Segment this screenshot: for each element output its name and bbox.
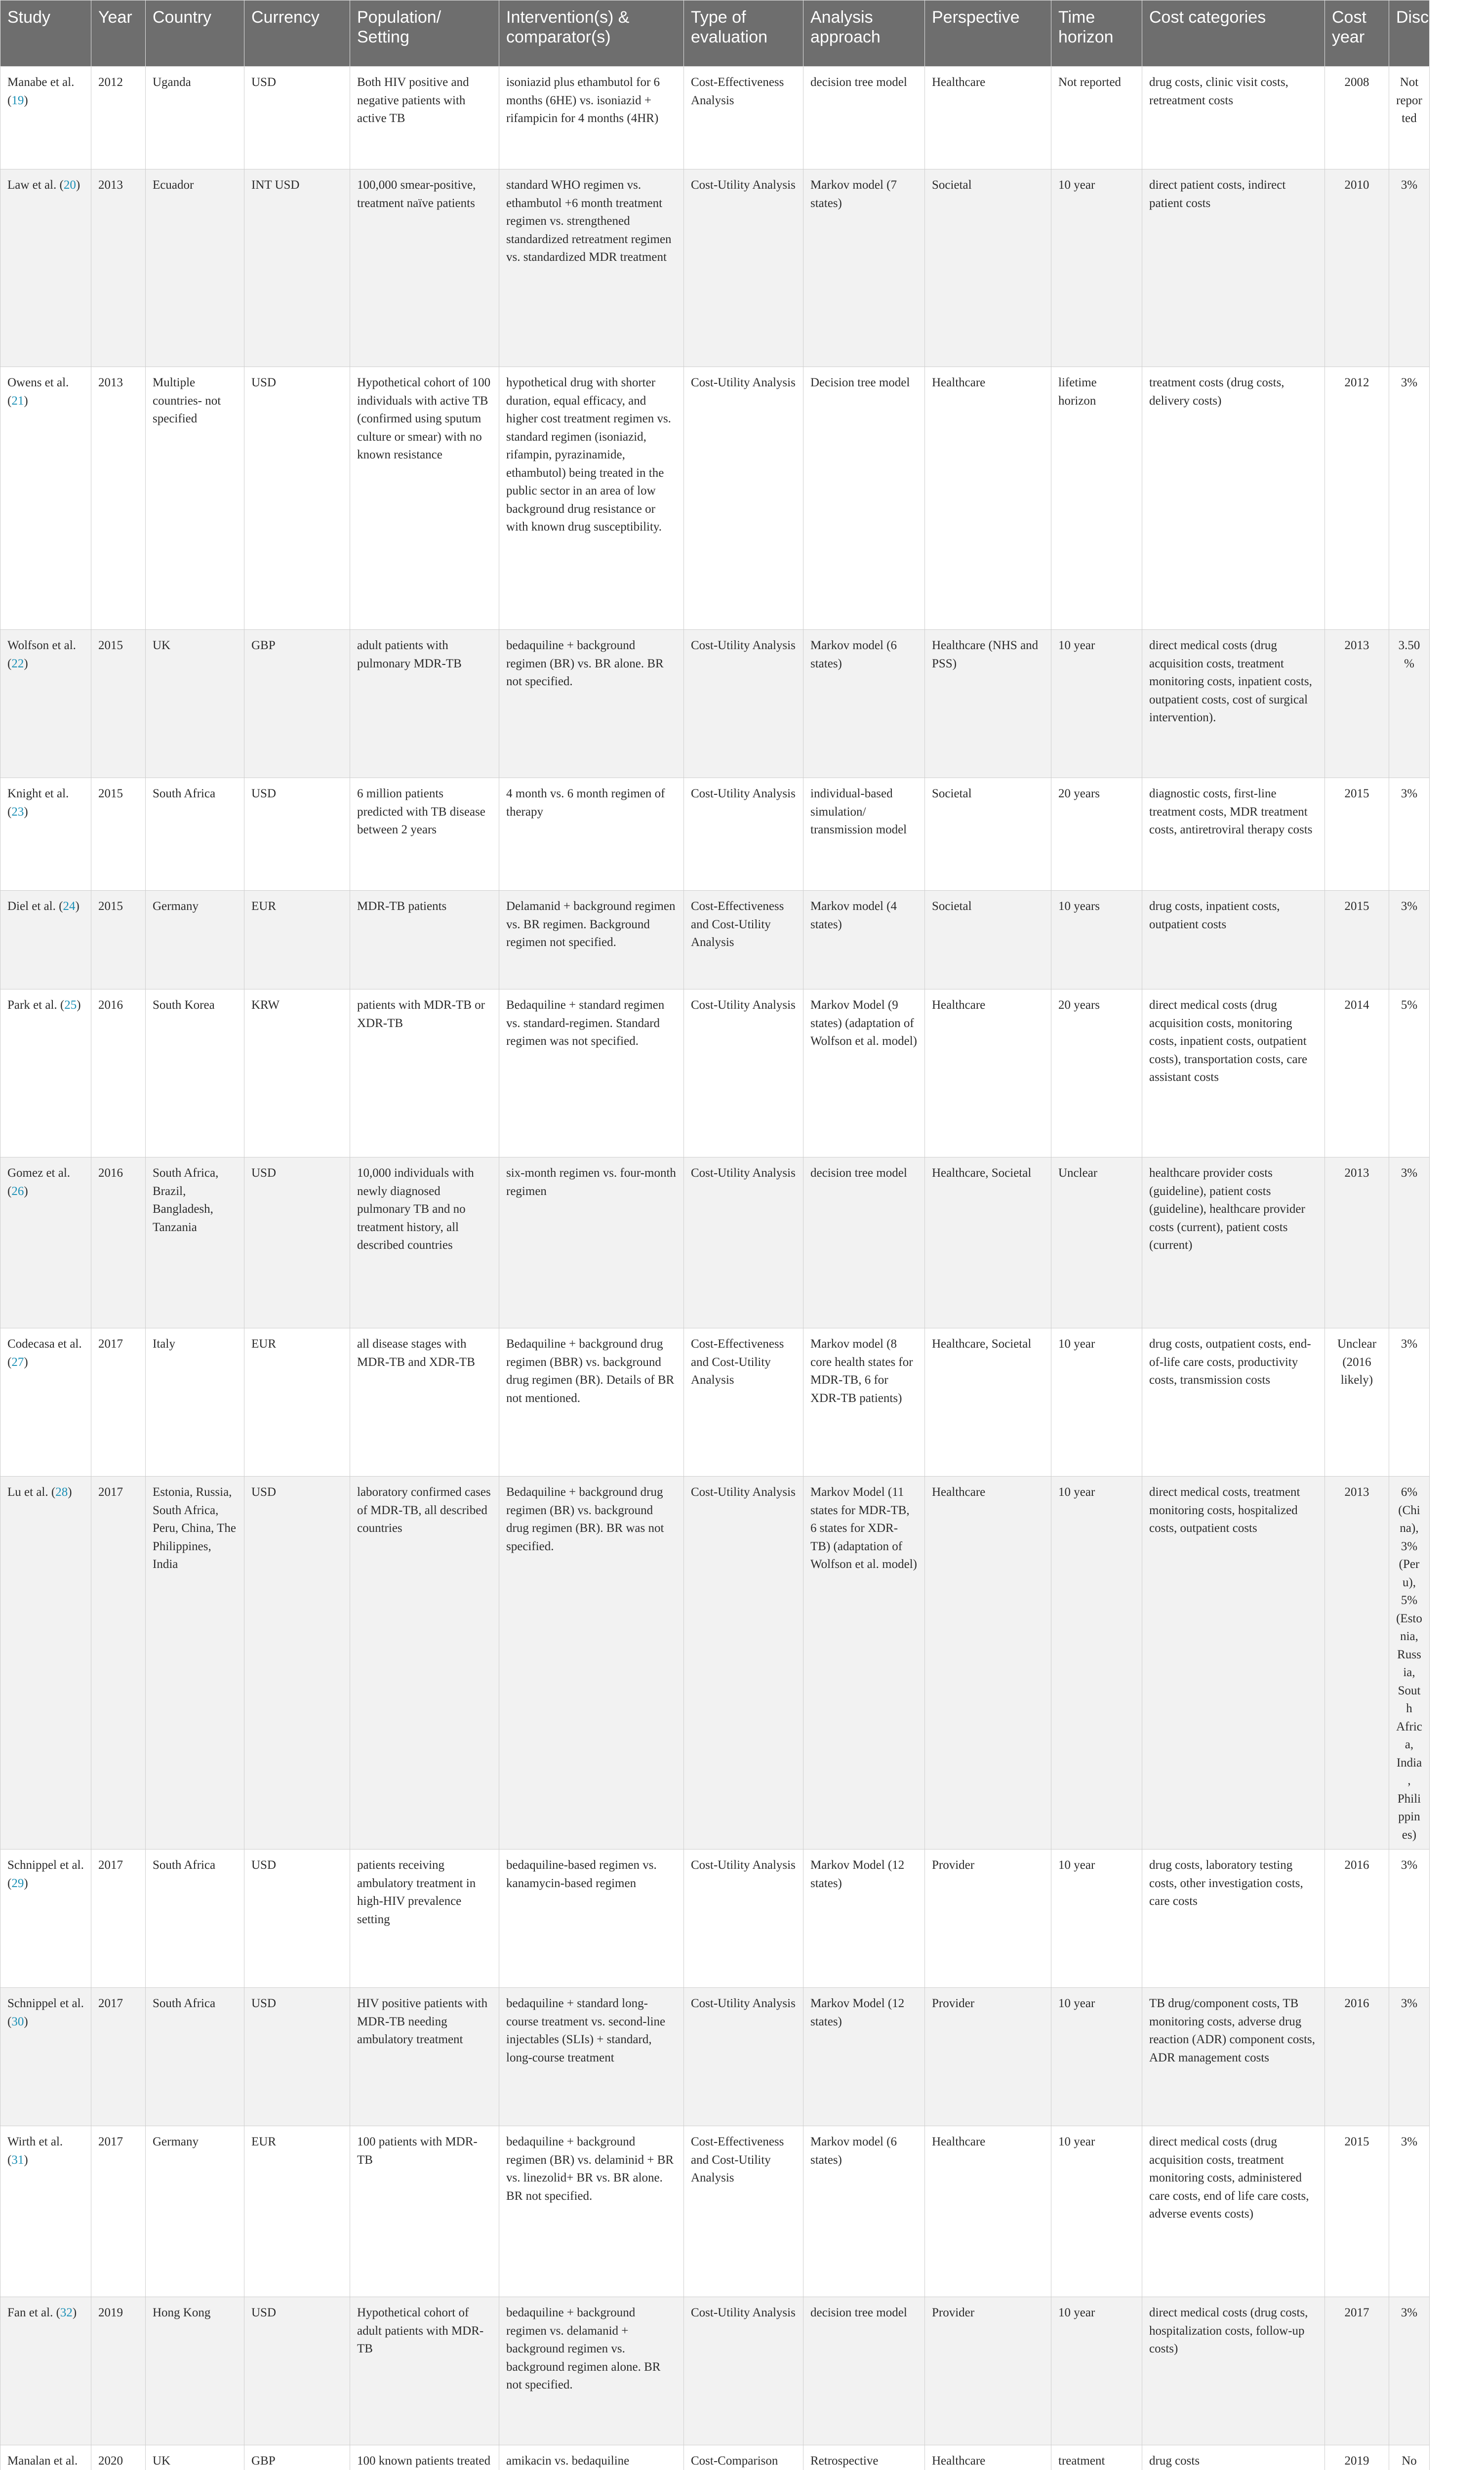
cell-costyear: Unclear (2016 likely) bbox=[1325, 1328, 1389, 1477]
cell-perspective: Healthcare bbox=[925, 989, 1051, 1157]
cell-intervention: bedaquiline + background regimen (BR) vs. delaminid + BR vs. linezolid+ BR vs. BR alone. BR not specified. bbox=[499, 2126, 684, 2297]
cell-country: South Korea bbox=[146, 989, 244, 1157]
cell-country: Estonia, Russia, South Africa, Peru, China, The Philippines, India bbox=[146, 1477, 244, 1850]
col-header-population: Population/ Setting bbox=[350, 0, 499, 67]
cell-country: UK bbox=[146, 630, 244, 778]
cell-country: South Africa bbox=[146, 778, 244, 891]
cell-country: Italy bbox=[146, 1328, 244, 1477]
citation-link[interactable]: 20 bbox=[63, 178, 76, 192]
col-header-discounting: Discounting bbox=[1389, 0, 1430, 67]
cell-study: Gomez et al. (26) bbox=[0, 1157, 91, 1328]
cell-approach: Markov model (6 states) bbox=[803, 2126, 925, 2297]
cell-perspective: Healthcare bbox=[925, 1477, 1051, 1850]
cell-study: Wolfson et al. (22) bbox=[0, 630, 91, 778]
cell-year: 2016 bbox=[91, 989, 146, 1157]
cell-costs: drug costs, inpatient costs, outpatient costs bbox=[1142, 891, 1325, 989]
cell-approach: Markov model (6 states) bbox=[803, 630, 925, 778]
cell-currency: GBP bbox=[244, 630, 350, 778]
study-author: Law et al. bbox=[7, 178, 57, 192]
col-header-approach: Analysis approach bbox=[803, 0, 925, 67]
cell-study: Schnippel et al. (30) bbox=[0, 1988, 91, 2126]
cell-population: adult patients with pulmonary MDR-TB bbox=[350, 630, 499, 778]
cell-population: 100,000 smear-positive, treatment naïve patients bbox=[350, 169, 499, 367]
cell-costyear: 2017 bbox=[1325, 2297, 1389, 2445]
cell-costyear: 2012 bbox=[1325, 367, 1389, 630]
cell-horizon: 10 year bbox=[1051, 2126, 1142, 2297]
citation-link[interactable]: 27 bbox=[11, 1355, 24, 1369]
cell-discount: 3% bbox=[1389, 778, 1430, 891]
cell-study: Wirth et al. (31) bbox=[0, 2126, 91, 2297]
cell-year: 2019 bbox=[91, 2297, 146, 2445]
cell-intervention: 4 month vs. 6 month regimen of therapy bbox=[499, 778, 684, 891]
table-body bbox=[0, 67, 1430, 2470]
cell-study: Knight et al. (23) bbox=[0, 778, 91, 891]
cell-currency: EUR bbox=[244, 891, 350, 989]
citation-link[interactable]: 30 bbox=[11, 2015, 24, 2028]
cell-country: South Africa bbox=[146, 1988, 244, 2126]
cell-study: Codecasa et al. (27) bbox=[0, 1328, 91, 1477]
cell-perspective: Healthcare (NHS and PSS) bbox=[925, 630, 1051, 778]
cell-intervention: isoniazid plus ethambutol for 6 months (6HE) vs. isoniazid + rifampicin for 4 months (4HR) bbox=[499, 67, 684, 169]
cell-approach: Markov Model (9 states) (adaptation of Wolfson et al. model) bbox=[803, 989, 925, 1157]
cell-evaluation: Cost-Comparison bbox=[684, 2445, 803, 2470]
cell-approach: Markov model (4 states) bbox=[803, 891, 925, 989]
cell-intervention: Bedaquiline + background drug regimen (BBR) vs. background drug regimen (BR). Details of BR not mentioned. bbox=[499, 1328, 684, 1477]
cell-intervention: bedaquiline-based regimen vs. kanamycin-based regimen bbox=[499, 1850, 684, 1988]
cell-year: 2012 bbox=[91, 67, 146, 169]
study-author: Schnippel et al. bbox=[7, 1997, 84, 2010]
col-header-currency: Currency bbox=[244, 0, 350, 67]
cell-country: Ecuador bbox=[146, 169, 244, 367]
cell-perspective: Provider bbox=[925, 2297, 1051, 2445]
cell-costyear: 2013 bbox=[1325, 1157, 1389, 1328]
cell-intervention: Bedaquiline + background drug regimen (BR) vs. background drug regimen (BR). BR was not specified. bbox=[499, 1477, 684, 1850]
cell-perspective: Healthcare bbox=[925, 67, 1051, 169]
col-header-year: Year bbox=[91, 0, 146, 67]
cell-intervention: Delamanid + background regimen vs. BR regimen. Background regimen not specified. bbox=[499, 891, 684, 989]
cell-study: Lu et al. (28) bbox=[0, 1477, 91, 1850]
cell-currency: USD bbox=[244, 1477, 350, 1850]
cell-population: HIV positive patients with MDR-TB needing ambulatory treatment bbox=[350, 1988, 499, 2126]
cell-costs: direct medical costs, treatment monitoring costs, hospitalized costs, outpatient costs bbox=[1142, 1477, 1325, 1850]
cell-approach: Markov model (7 states) bbox=[803, 169, 925, 367]
col-header-perspective: Perspective bbox=[925, 0, 1051, 67]
cell-discount: 6% (China), 3% (Peru), 5% (Estonia, Russia, South Africa, India, Philippines) bbox=[1389, 1477, 1430, 1850]
citation-link[interactable]: 21 bbox=[11, 394, 24, 408]
cell-evaluation: Cost-Effectiveness Analysis bbox=[684, 67, 803, 169]
cell-perspective: Healthcare bbox=[925, 367, 1051, 630]
col-header-study: Study bbox=[0, 0, 91, 67]
cell-evaluation: Cost-Effectiveness and Cost-Utility Analysis bbox=[684, 891, 803, 989]
cell-costs: direct patient costs, indirect patient costs bbox=[1142, 169, 1325, 367]
cell-year: 2015 bbox=[91, 891, 146, 989]
table-row bbox=[0, 169, 1430, 367]
cell-evaluation: Cost-Effectiveness and Cost-Utility Analysis bbox=[684, 1328, 803, 1477]
cell-year: 2013 bbox=[91, 367, 146, 630]
cell-costs: diagnostic costs, first-line treatment costs, MDR treatment costs, antiretroviral therapy costs bbox=[1142, 778, 1325, 891]
cell-currency: GBP bbox=[244, 2445, 350, 2470]
col-header-costs: Cost categories bbox=[1142, 0, 1325, 67]
cell-costs: drug costs, laboratory testing costs, other investigation costs, care costs bbox=[1142, 1850, 1325, 1988]
cell-costs: drug costs bbox=[1142, 2445, 1325, 2470]
cell-discount: 3% bbox=[1389, 1988, 1430, 2126]
cell-intervention: amikacin vs. bedaquiline bbox=[499, 2445, 684, 2470]
cell-year: 2017 bbox=[91, 1988, 146, 2126]
cell-evaluation: Cost-Utility Analysis bbox=[684, 778, 803, 891]
cell-population: patients with MDR-TB or XDR-TB bbox=[350, 989, 499, 1157]
study-author: Codecasa et al. bbox=[7, 1337, 82, 1351]
table-row bbox=[0, 1477, 1430, 1850]
cell-year: 2013 bbox=[91, 169, 146, 367]
cell-population: Hypothetical cohort of 100 individuals with active TB (confirmed using sputum culture or smear) with no known resistance bbox=[350, 367, 499, 630]
citation-link[interactable]: 26 bbox=[11, 1184, 24, 1198]
study-author: Manabe et al. bbox=[7, 76, 75, 89]
table-row bbox=[0, 630, 1430, 778]
cell-costs: treatment costs (drug costs, delivery costs) bbox=[1142, 367, 1325, 630]
cell-approach: Decision tree model bbox=[803, 367, 925, 630]
study-author: Owens et al. bbox=[7, 376, 69, 389]
study-author: Park et al. bbox=[7, 998, 57, 1012]
cell-year: 2015 bbox=[91, 778, 146, 891]
cell-perspective: Healthcare, Societal bbox=[925, 1328, 1051, 1477]
cell-costyear: 2015 bbox=[1325, 891, 1389, 989]
study-author: Wolfson et al. bbox=[7, 639, 76, 652]
cell-discount: 3% bbox=[1389, 169, 1430, 367]
table-row bbox=[0, 1988, 1430, 2126]
cell-country: South Africa bbox=[146, 1850, 244, 1988]
cell-costyear: 2016 bbox=[1325, 1850, 1389, 1988]
cell-country: Germany bbox=[146, 891, 244, 989]
study-author: Diel et al. bbox=[7, 900, 56, 913]
table-row bbox=[0, 891, 1430, 989]
cell-year: 2017 bbox=[91, 1477, 146, 1850]
table-row bbox=[0, 2126, 1430, 2297]
cell-population: 100 patients with MDR-TB bbox=[350, 2126, 499, 2297]
citation-link[interactable]: 32 bbox=[60, 2306, 73, 2319]
cell-costyear: 2013 bbox=[1325, 1477, 1389, 1850]
cell-year: 2017 bbox=[91, 2126, 146, 2297]
cell-intervention: standard WHO regimen vs. ethambutol +6 month treatment regimen vs. strengthened standardized retreatment regimen vs. standardized MDR treatment bbox=[499, 169, 684, 367]
header-row bbox=[0, 0, 1430, 67]
cell-costyear: 2013 bbox=[1325, 630, 1389, 778]
citation-link[interactable]: 28 bbox=[55, 1485, 68, 1499]
cell-intervention: bedaquiline + background regimen (BR) vs. BR alone. BR not specified. bbox=[499, 630, 684, 778]
cell-costs: direct medical costs (drug acquisition costs, monitoring costs, inpatient costs, outpatient costs), transportation costs, care assistant costs bbox=[1142, 989, 1325, 1157]
citation-link[interactable]: 24 bbox=[63, 900, 76, 913]
cell-discount: 3% bbox=[1389, 1328, 1430, 1477]
cell-discount: 3% bbox=[1389, 891, 1430, 989]
cell-year: 2020 bbox=[91, 2445, 146, 2470]
cell-costs: drug costs, clinic visit costs, retreatment costs bbox=[1142, 67, 1325, 169]
cell-evaluation: Cost-Utility Analysis bbox=[684, 989, 803, 1157]
cell-country: Uganda bbox=[146, 67, 244, 169]
cell-currency: EUR bbox=[244, 1328, 350, 1477]
cell-evaluation: Cost-Utility Analysis bbox=[684, 367, 803, 630]
cell-currency: EUR bbox=[244, 2126, 350, 2297]
cell-study: Fan et al. (32) bbox=[0, 2297, 91, 2445]
table-row bbox=[0, 2297, 1430, 2445]
cell-costs: direct medical costs (drug acquisition costs, treatment monitoring costs, administered care costs, end of life care costs, adverse events costs) bbox=[1142, 2126, 1325, 2297]
cell-discount: No bbox=[1389, 2445, 1430, 2470]
cell-evaluation: Cost-Utility Analysis bbox=[684, 2297, 803, 2445]
cell-approach: individual-based simulation/ transmission model bbox=[803, 778, 925, 891]
cell-intervention: hypothetical drug with shorter duration, equal efficacy, and higher cost treatment regimen vs. standard regimen (isoniazid, rifampin, pyrazinamide, ethambutol) being treated in the public sector in an area of low background drug resistance or with known drug susceptibility. bbox=[499, 367, 684, 630]
cell-costyear: 2010 bbox=[1325, 169, 1389, 367]
cell-population: all disease stages with MDR-TB and XDR-TB bbox=[350, 1328, 499, 1477]
cell-perspective: Healthcare bbox=[925, 2445, 1051, 2470]
table-row bbox=[0, 989, 1430, 1157]
cell-costs: healthcare provider costs (guideline), patient costs (guideline), healthcare provider costs (current), patient costs (current) bbox=[1142, 1157, 1325, 1328]
table-row bbox=[0, 2445, 1430, 2470]
cell-study: Schnippel et al. (29) bbox=[0, 1850, 91, 1988]
cell-horizon: 10 year bbox=[1051, 1850, 1142, 1988]
table-row bbox=[0, 1850, 1430, 1988]
cell-study: Diel et al. (24) bbox=[0, 891, 91, 989]
cell-year: 2017 bbox=[91, 1850, 146, 1988]
cell-perspective: Healthcare, Societal bbox=[925, 1157, 1051, 1328]
table-row bbox=[0, 67, 1430, 169]
cell-approach: Markov Model (12 states) bbox=[803, 1850, 925, 1988]
cell-horizon: 10 year bbox=[1051, 1477, 1142, 1850]
cell-horizon: 10 year bbox=[1051, 630, 1142, 778]
cell-population: Hypothetical cohort of adult patients with MDR-TB bbox=[350, 2297, 499, 2445]
table-row bbox=[0, 1328, 1430, 1477]
cell-discount: 3% bbox=[1389, 1157, 1430, 1328]
cell-evaluation: Cost-Utility Analysis bbox=[684, 1157, 803, 1328]
cell-horizon: treatment bbox=[1051, 2445, 1142, 2470]
cell-currency: USD bbox=[244, 367, 350, 630]
study-author: Wirth et al. bbox=[7, 2135, 63, 2148]
col-header-intervention: Intervention(s) & comparator(s) bbox=[499, 0, 684, 67]
cell-country: South Africa, Brazil, Bangladesh, Tanzania bbox=[146, 1157, 244, 1328]
cell-discount: 3% bbox=[1389, 2297, 1430, 2445]
cell-study bbox=[0, 2445, 91, 2470]
study-author: Manalan et al. bbox=[7, 2454, 78, 2468]
citation-link[interactable]: 23 bbox=[11, 805, 24, 819]
cell-currency: USD bbox=[244, 778, 350, 891]
cell-currency: INT USD bbox=[244, 169, 350, 367]
cell-perspective: Provider bbox=[925, 1850, 1051, 1988]
cell-discount: Not reported bbox=[1389, 67, 1430, 169]
cell-intervention: bedaquiline + background regimen vs. delamanid + background regimen vs. background regimen alone. BR not specified. bbox=[499, 2297, 684, 2445]
cell-costs: drug costs, outpatient costs, end-of-life care costs, productivity costs, transmission costs bbox=[1142, 1328, 1325, 1477]
cell-intervention: six-month regimen vs. four-month regimen bbox=[499, 1157, 684, 1328]
cell-evaluation: Cost-Utility Analysis bbox=[684, 169, 803, 367]
study-author: Lu et al. bbox=[7, 1485, 48, 1499]
cell-horizon: Not reported bbox=[1051, 67, 1142, 169]
col-header-cost-year: Cost year bbox=[1325, 0, 1389, 67]
cell-costyear: 2008 bbox=[1325, 67, 1389, 169]
cell-evaluation: Cost-Effectiveness and Cost-Utility Analysis bbox=[684, 2126, 803, 2297]
cell-perspective: Healthcare bbox=[925, 2126, 1051, 2297]
citation-link[interactable]: 31 bbox=[11, 2153, 24, 2167]
cell-approach: decision tree model bbox=[803, 67, 925, 169]
cell-costs: TB drug/component costs, TB monitoring costs, adverse drug reaction (ADR) component costs, ADR management costs bbox=[1142, 1988, 1325, 2126]
cell-population: 100 known patients treated bbox=[350, 2445, 499, 2470]
cell-year: 2016 bbox=[91, 1157, 146, 1328]
cell-year: 2015 bbox=[91, 630, 146, 778]
cell-horizon: lifetime horizon bbox=[1051, 367, 1142, 630]
cell-population: 10,000 individuals with newly diagnosed pulmonary TB and no treatment history, all described countries bbox=[350, 1157, 499, 1328]
cell-study: Manabe et al. (19) bbox=[0, 67, 91, 169]
cell-currency: USD bbox=[244, 1988, 350, 2126]
study-author: Schnippel et al. bbox=[7, 1858, 84, 1872]
cell-horizon: 10 years bbox=[1051, 891, 1142, 989]
cell-approach: decision tree model bbox=[803, 1157, 925, 1328]
cell-discount: 3.50% bbox=[1389, 630, 1430, 778]
cell-country: Multiple countries- not specified bbox=[146, 367, 244, 630]
study-author: Gomez et al. bbox=[7, 1166, 71, 1180]
citation-link[interactable]: 25 bbox=[64, 998, 77, 1012]
cell-approach: Markov Model (11 states for MDR-TB, 6 states for XDR-TB) (adaptation of Wolfson et al. model) bbox=[803, 1477, 925, 1850]
cell-population: laboratory confirmed cases of MDR-TB, all described countries bbox=[350, 1477, 499, 1850]
table-row bbox=[0, 778, 1430, 891]
cell-costyear: 2016 bbox=[1325, 1988, 1389, 2126]
cell-horizon: 20 years bbox=[1051, 989, 1142, 1157]
citation-link[interactable]: 19 bbox=[11, 93, 24, 107]
citation-link[interactable]: 29 bbox=[11, 1876, 24, 1890]
cell-discount: 3% bbox=[1389, 1850, 1430, 1988]
cell-horizon: 10 year bbox=[1051, 1328, 1142, 1477]
col-header-horizon: Time horizon bbox=[1051, 0, 1142, 67]
cell-evaluation: Cost-Utility Analysis bbox=[684, 1850, 803, 1988]
study-author: Knight et al. bbox=[7, 787, 69, 800]
table-row bbox=[0, 1157, 1430, 1328]
cell-intervention: Bedaquiline + standard regimen vs. standard-regimen. Standard regimen was not specified. bbox=[499, 989, 684, 1157]
cell-evaluation: Cost-Utility Analysis bbox=[684, 1988, 803, 2126]
col-header-evaluation: Type of evaluation bbox=[684, 0, 803, 67]
cell-horizon: 20 years bbox=[1051, 778, 1142, 891]
cell-costyear: 2019 bbox=[1325, 2445, 1389, 2470]
cell-approach: Markov Model (12 states) bbox=[803, 1988, 925, 2126]
cell-costs: direct medical costs (drug acquisition costs, treatment monitoring costs, inpatient costs, outpatient costs, cost of surgical intervention). bbox=[1142, 630, 1325, 778]
cell-approach: Retrospective bbox=[803, 2445, 925, 2470]
cell-population: MDR-TB patients bbox=[350, 891, 499, 989]
cell-perspective: Societal bbox=[925, 891, 1051, 989]
cell-approach: Markov model (8 core health states for MDR-TB, 6 for XDR-TB patients) bbox=[803, 1328, 925, 1477]
cell-perspective: Societal bbox=[925, 169, 1051, 367]
cell-intervention: bedaquiline + standard long-course treatment vs. second-line injectables (SLIs) + standard, long-course treatment bbox=[499, 1988, 684, 2126]
citation-link[interactable]: 22 bbox=[11, 657, 24, 670]
cell-country: Hong Kong bbox=[146, 2297, 244, 2445]
cell-country: UK bbox=[146, 2445, 244, 2470]
cell-currency: KRW bbox=[244, 989, 350, 1157]
cell-study: Law et al. (20) bbox=[0, 169, 91, 367]
cell-perspective: Societal bbox=[925, 778, 1051, 891]
col-header-country: Country bbox=[146, 0, 244, 67]
cell-costs: direct medical costs (drug costs, hospitalization costs, follow-up costs) bbox=[1142, 2297, 1325, 2445]
cell-study: Park et al. (25) bbox=[0, 989, 91, 1157]
cell-costyear: 2014 bbox=[1325, 989, 1389, 1157]
cell-approach: decision tree model bbox=[803, 2297, 925, 2445]
cell-horizon: 10 year bbox=[1051, 2297, 1142, 2445]
cell-horizon: 10 year bbox=[1051, 169, 1142, 367]
cell-discount: 5% bbox=[1389, 989, 1430, 1157]
cell-currency: USD bbox=[244, 1157, 350, 1328]
cell-country: Germany bbox=[146, 2126, 244, 2297]
cell-costyear: 2015 bbox=[1325, 778, 1389, 891]
cell-population: 6 million patients predicted with TB disease between 2 years bbox=[350, 778, 499, 891]
study-author: Fan et al. bbox=[7, 2306, 53, 2319]
cell-currency: USD bbox=[244, 2297, 350, 2445]
cell-costyear: 2015 bbox=[1325, 2126, 1389, 2297]
cell-study: Owens et al. (21) bbox=[0, 367, 91, 630]
cell-evaluation: Cost-Utility Analysis bbox=[684, 630, 803, 778]
cell-discount: 3% bbox=[1389, 2126, 1430, 2297]
cell-population: patients receiving ambulatory treatment in high-HIV prevalence setting bbox=[350, 1850, 499, 1988]
cell-discount: 3% bbox=[1389, 367, 1430, 630]
cell-horizon: 10 year bbox=[1051, 1988, 1142, 2126]
cell-currency: USD bbox=[244, 1850, 350, 1988]
cell-perspective: Provider bbox=[925, 1988, 1051, 2126]
cell-evaluation: Cost-Utility Analysis bbox=[684, 1477, 803, 1850]
cell-year: 2017 bbox=[91, 1328, 146, 1477]
table-row bbox=[0, 367, 1430, 630]
cell-population: Both HIV positive and negative patients with active TB bbox=[350, 67, 499, 169]
cell-horizon: Unclear bbox=[1051, 1157, 1142, 1328]
cell-currency: USD bbox=[244, 67, 350, 169]
